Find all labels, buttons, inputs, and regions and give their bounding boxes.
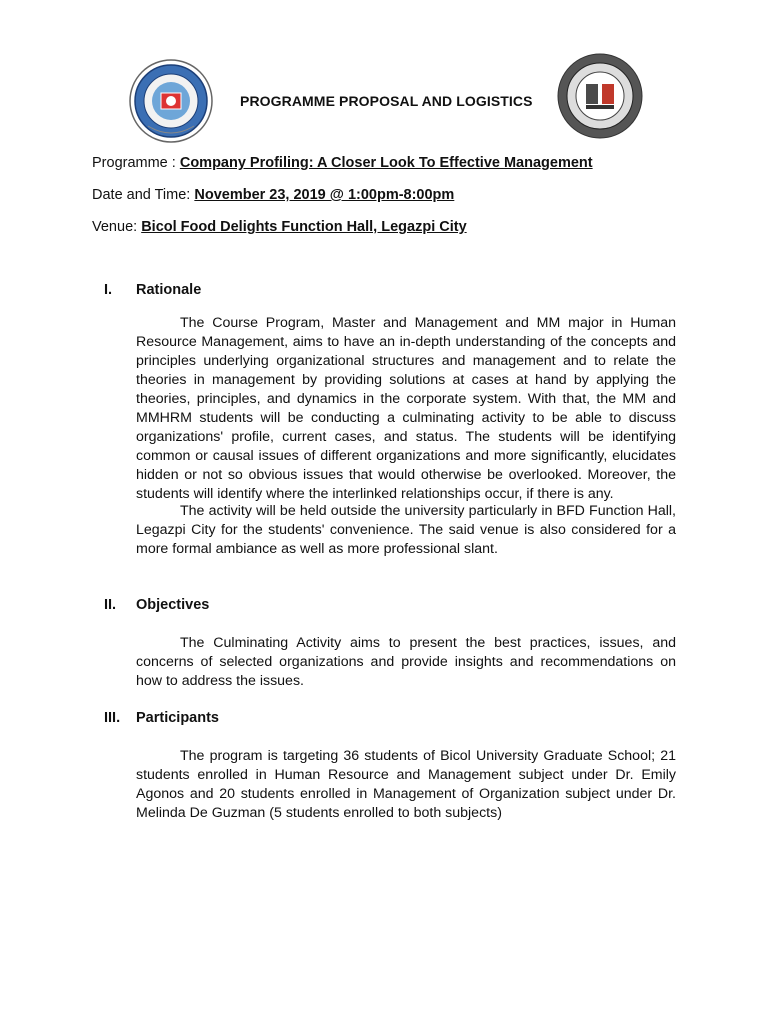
programme-field (92, 155, 593, 171)
document-title: PROGRAMME PROPOSAL AND LOGISTICS (240, 93, 533, 109)
venue-label: Venue: (92, 219, 142, 235)
date-time-label: Date and Time: (92, 187, 195, 203)
programme-value: Company Profiling: A Closer Look To Effective Management (179, 155, 593, 171)
section-number-participants: III. (104, 710, 121, 726)
participants-paragraph: The program is targeting 36 students of Bicol University Graduate School; 21 students enrolled in Human Resource and Management subject under Dr. Emily Agonos and 20 students enrolled in Management of Organization subject under Dr. Melinda De Guzman (5 students enrolled to both subjects) (136, 748, 676, 821)
venue-field (92, 219, 467, 235)
date-time-value: November 23, 2019 @ 1:00pm-8:00pm (194, 187, 455, 203)
section-number-objectives: II. (104, 597, 117, 613)
objectives-paragraph: The Culminating Activity aims to present the best practices, issues, and concerns of selected organizations and provide insights and recommendations on how to address the issues. (136, 635, 676, 689)
rationale-paragraph-2: The activity will be held outside the university particularly in BFD Function Hall, Legazpi City for the students' convenience. The said venue is also considered for a more formal ambiance as well as more professional slant. (136, 503, 676, 557)
date-time-field (92, 187, 454, 203)
section-title-rationale: Rationale (136, 282, 202, 298)
graduate-school-seal-logo (556, 52, 644, 140)
section-number-rationale: I. (104, 282, 113, 298)
section-title-objectives: Objectives (136, 597, 210, 613)
venue-value: Bicol Food Delights Function Hall, Legazpi City (141, 219, 467, 235)
rationale-paragraph-1: The Course Program, Master and Management and MM major in Human Resource Management, aims to have an in-depth understanding of the concepts and principles underlying organizational structures and management and to relate the theories in management by providing solutions at cases at hand by applying the theories, principles, and dynamics in the corporate system. With that, the MM and MMHRM students will be conducting a culminating activity to be able to discuss organizations' profile, current cases, and status. The students will be identifying common or causal issues of different organizations and more significantly, elucidates hidden or not so obvious issues that would otherwise be overlooked. Moreover, the students will identify where the interlinked relationships occur, if there is any. (136, 315, 676, 502)
section-title-participants: Participants (136, 710, 219, 726)
bicol-university-seal-logo (128, 58, 214, 144)
programme-label: Programme : (92, 155, 180, 171)
